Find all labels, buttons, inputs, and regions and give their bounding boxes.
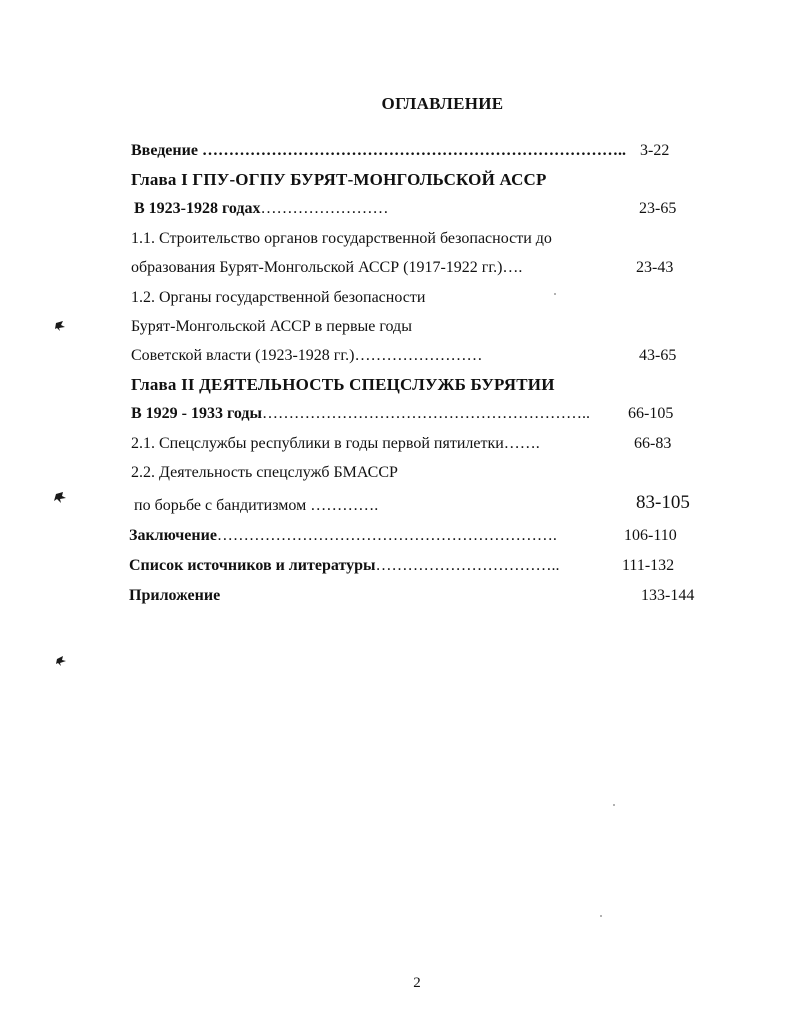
toc-sources-label: Список источников и литературы (129, 557, 376, 574)
toc-section-2-2-line2: по борьбе с бандитизмом …………. (134, 497, 379, 514)
toc-entry-appendix: Приложение (129, 587, 221, 604)
toc-conclusion-dots: ………………………………………………………. (216, 527, 557, 544)
toc-pages-section-2-1: 66-83 (634, 435, 672, 452)
toc-section-2-1-line1: 2.1. Спецслужбы республики в годы первой пятилетки……. (131, 435, 540, 452)
toc-chapter-2-subtitle-text: В 1929 - 1933 годы (131, 405, 262, 422)
page-title: ОГЛАВЛЕНИЕ (381, 94, 504, 113)
toc-section-1-1-line1: 1.1. Строительство органов государственной безопасности до (131, 230, 552, 247)
toc-pages-chapter-2: 66-105 (628, 405, 674, 422)
toc-chapter-1-subtitle (134, 199, 389, 219)
toc-chapter-1-dots: …………………… (260, 200, 389, 217)
toc-entry-conclusion (129, 526, 557, 546)
toc-pages-chapter-1: 23-65 (639, 200, 677, 217)
toc-pages-section-1-2: 43-65 (639, 347, 677, 364)
toc-chapter-1-heading: Глава I ГПУ-ОГПУ БУРЯТ-МОНГОЛЬСКОЙ АССР (131, 170, 547, 189)
toc-sources-dots: …………………………….. (375, 557, 560, 574)
scan-speck (600, 915, 602, 917)
toc-section-1-1-line2: образования Бурят-Монгольской АССР (1917-1922 гг.)…. (131, 259, 523, 276)
toc-section-2-2-line1: 2.2. Деятельность спецслужб БМАССР (131, 464, 398, 481)
toc-entry-sources (129, 556, 559, 576)
toc-pages-intro: 3-22 (640, 142, 670, 159)
scan-speck (613, 804, 615, 806)
toc-section-1-2-line3: Советской власти (1923-1928 гг.)…………………… (131, 347, 483, 364)
page-number: 2 (413, 975, 421, 991)
toc-chapter-2-subtitle (131, 404, 590, 424)
toc-pages-sources: 111-132 (622, 557, 675, 574)
toc-pages-conclusion: 106-110 (624, 527, 677, 544)
toc-conclusion-label: Заключение (129, 527, 217, 544)
toc-chapter-1-subtitle-text: В 1923-1928 годах (134, 200, 261, 217)
toc-entry-intro: Введение …………………………………………………………………….. (131, 142, 626, 159)
toc-section-1-2-line1: 1.2. Органы государственной безопасности (131, 289, 426, 306)
toc-pages-section-2-2: 83-105 (636, 492, 690, 513)
toc-chapter-2-dots: …………………………………………………….. (262, 405, 590, 422)
toc-pages-appendix: 133-144 (641, 587, 695, 604)
toc-pages-section-1-1: 23-43 (636, 259, 674, 276)
toc-section-1-2-line2: Бурят-Монгольской АССР в первые годы (131, 318, 412, 335)
scan-speck (554, 293, 556, 295)
toc-chapter-2-heading: Глава II ДЕЯТЕЛЬНОСТЬ СПЕЦСЛУЖБ БУРЯТИИ (131, 375, 555, 394)
